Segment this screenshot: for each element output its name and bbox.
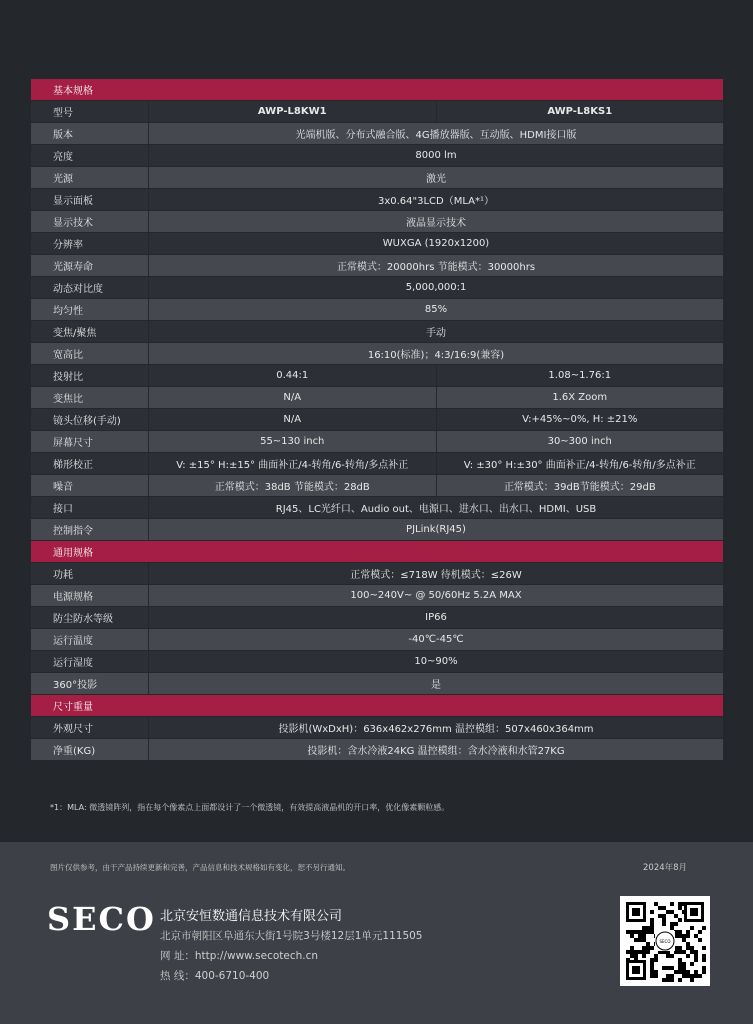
company-website: 网 址：http://www.secotech.cn: [160, 950, 319, 962]
section-header: 通用规格: [31, 541, 723, 563]
footer: [0, 842, 753, 1024]
spec-value: -40℃-45℃: [408, 634, 464, 645]
spec-row: [31, 497, 723, 519]
spec-row: [31, 167, 723, 189]
spec-row: [31, 651, 723, 673]
spec-value: AWP-L8KS1: [436, 101, 724, 122]
spec-value: 是: [431, 680, 441, 691]
spec-row: [31, 585, 723, 607]
spec-value: 0.44:1: [276, 370, 309, 381]
spec-value: WUXGA (1920x1200): [382, 238, 490, 249]
spec-value: 正常模式：20000hrs 节能模式：30000hrs: [336, 262, 536, 273]
spec-label: 光源寿命: [31, 255, 149, 276]
spec-label: 分辨率: [31, 233, 149, 254]
spec-value: 正常模式：38dB 节能模式：28dB: [214, 482, 370, 493]
date: 2024年8月: [643, 863, 688, 873]
spec-label: 屏幕尺寸: [31, 431, 149, 452]
spec-row: [31, 145, 723, 167]
spec-value: 5,000,000:1: [405, 282, 467, 293]
spec-row: [31, 673, 723, 695]
spec-value: 投影机(WxDxH)：636x462x276mm 温控模组：507x460x364mm: [278, 724, 594, 735]
spec-value: 光端机版、分布式融合版、4G播放器版、互动版、HDMI接口版: [295, 130, 577, 141]
company-phone: 热 线：400-6710-400: [160, 970, 270, 982]
spec-value: V:+45%~0%, H: ±21%: [436, 409, 724, 430]
spec-row: [31, 409, 723, 431]
spec-label: 显示面板: [31, 189, 149, 210]
spec-value: PJLink(RJ45): [406, 524, 466, 535]
spec-label: 版本: [31, 123, 149, 144]
spec-label: 宽高比: [31, 343, 149, 364]
spec-value: 16:10(标准)；4:3/16:9(兼容): [367, 350, 505, 361]
qr-code-icon: [620, 896, 710, 986]
spec-label: 亮度: [31, 145, 149, 166]
spec-row: [31, 387, 723, 409]
spec-value: N/A: [283, 414, 302, 425]
spec-value: 8000 lm: [415, 150, 457, 161]
spec-row: [31, 233, 723, 255]
spec-value: 正常模式：39dB节能模式：29dB: [436, 475, 724, 496]
spec-value: 投影机：含水冷液24KG 温控模组：含水冷液和水管27KG: [307, 746, 565, 757]
spec-value: V: ±30° H:±30° 曲面补正/4-转角/6-转角/多点补正: [436, 453, 724, 474]
spec-label: 显示技术: [31, 211, 149, 232]
qr-label: SECO: [659, 939, 671, 944]
spec-row: [31, 277, 723, 299]
spec-value: 液晶显示技术: [406, 218, 466, 229]
spec-label: 型号: [31, 101, 149, 122]
spec-row: [31, 211, 723, 233]
spec-value: 1.08~1.76:1: [436, 365, 724, 386]
seco-logo: SECO: [47, 900, 156, 938]
spec-value: 3x0.64"3LCD（MLA*¹）: [377, 196, 495, 207]
spec-label: 均匀性: [31, 299, 149, 320]
spec-label: 投射比: [31, 365, 149, 386]
disclaimer: 图片仅供参考，由于产品持续更新和完善，产品信息和技术规格如有变化，恕不另行通知。: [50, 863, 350, 872]
spec-value: 1.6X Zoom: [436, 387, 724, 408]
spec-row: [31, 519, 723, 541]
company-address: 北京市朝阳区阜通东大街1号院3号楼12层1单元111505: [160, 930, 423, 942]
spec-value: 正常模式：≤718W 待机模式：≤26W: [350, 570, 522, 581]
spec-value: RJ45、LC光纤口、Audio out、电源口、进水口、出水口、HDMI、USB: [275, 504, 597, 515]
section-header: 尺寸重量: [31, 695, 723, 717]
spec-label: 防尘防水等级: [31, 607, 149, 628]
spec-table: [31, 79, 723, 761]
spec-value: IP66: [425, 612, 447, 623]
spec-row: [31, 607, 723, 629]
spec-label: 动态对比度: [31, 277, 149, 298]
spec-row: [31, 299, 723, 321]
spec-value: 30~300 inch: [436, 431, 724, 452]
spec-row: [31, 629, 723, 651]
spec-label: 梯形校正: [31, 453, 149, 474]
spec-value: 手动: [426, 328, 446, 339]
section-header: 基本规格: [31, 79, 723, 101]
spec-row: [31, 123, 723, 145]
spec-row: [31, 255, 723, 277]
spec-value: AWP-L8KW1: [257, 106, 327, 117]
spec-row: [31, 189, 723, 211]
spec-row: [31, 101, 723, 123]
spec-row: [31, 475, 723, 497]
spec-value: V: ±15° H:±15° 曲面补正/4-转角/6-转角/多点补正: [176, 460, 409, 471]
company-name: 北京安恒数通信息技术有限公司: [160, 909, 343, 924]
spec-label: 变焦/聚焦: [31, 321, 149, 342]
spec-label: 电源规格: [31, 585, 149, 606]
spec-value: 10~90%: [414, 656, 458, 667]
spec-label: 变焦比: [31, 387, 149, 408]
spec-value: 100~240V~ @ 50/60Hz 5.2A MAX: [350, 590, 522, 601]
footnote: *1：MLA: 微透镜阵列，指在每个像素点上面都设计了一个微透镜，有效提高液晶机的开口率，优化像素颗粒感。: [50, 803, 450, 812]
spec-value: 55~130 inch: [260, 436, 325, 447]
spec-row: [31, 739, 723, 761]
spec-label: 噪音: [31, 475, 149, 496]
spec-value: 85%: [424, 304, 448, 315]
spec-label: 镜头位移(手动): [31, 409, 149, 430]
spec-row: [31, 321, 723, 343]
spec-label: 控制指令: [31, 519, 149, 540]
spec-row: [31, 343, 723, 365]
spec-label: 接口: [31, 497, 149, 518]
spec-row: [31, 365, 723, 387]
spec-label: 功耗: [31, 563, 149, 584]
spec-label: 运行温度: [31, 629, 149, 650]
spec-row: [31, 563, 723, 585]
spec-label: 净重(KG): [31, 739, 149, 760]
spec-label: 光源: [31, 167, 149, 188]
spec-row: [31, 453, 723, 475]
spec-label: 外观尺寸: [31, 717, 149, 738]
spec-label: 运行湿度: [31, 651, 149, 672]
spec-row: [31, 717, 723, 739]
spec-value: 激光: [426, 174, 446, 185]
spec-row: [31, 431, 723, 453]
spec-label: 360°投影: [31, 673, 149, 694]
spec-value: N/A: [283, 392, 302, 403]
